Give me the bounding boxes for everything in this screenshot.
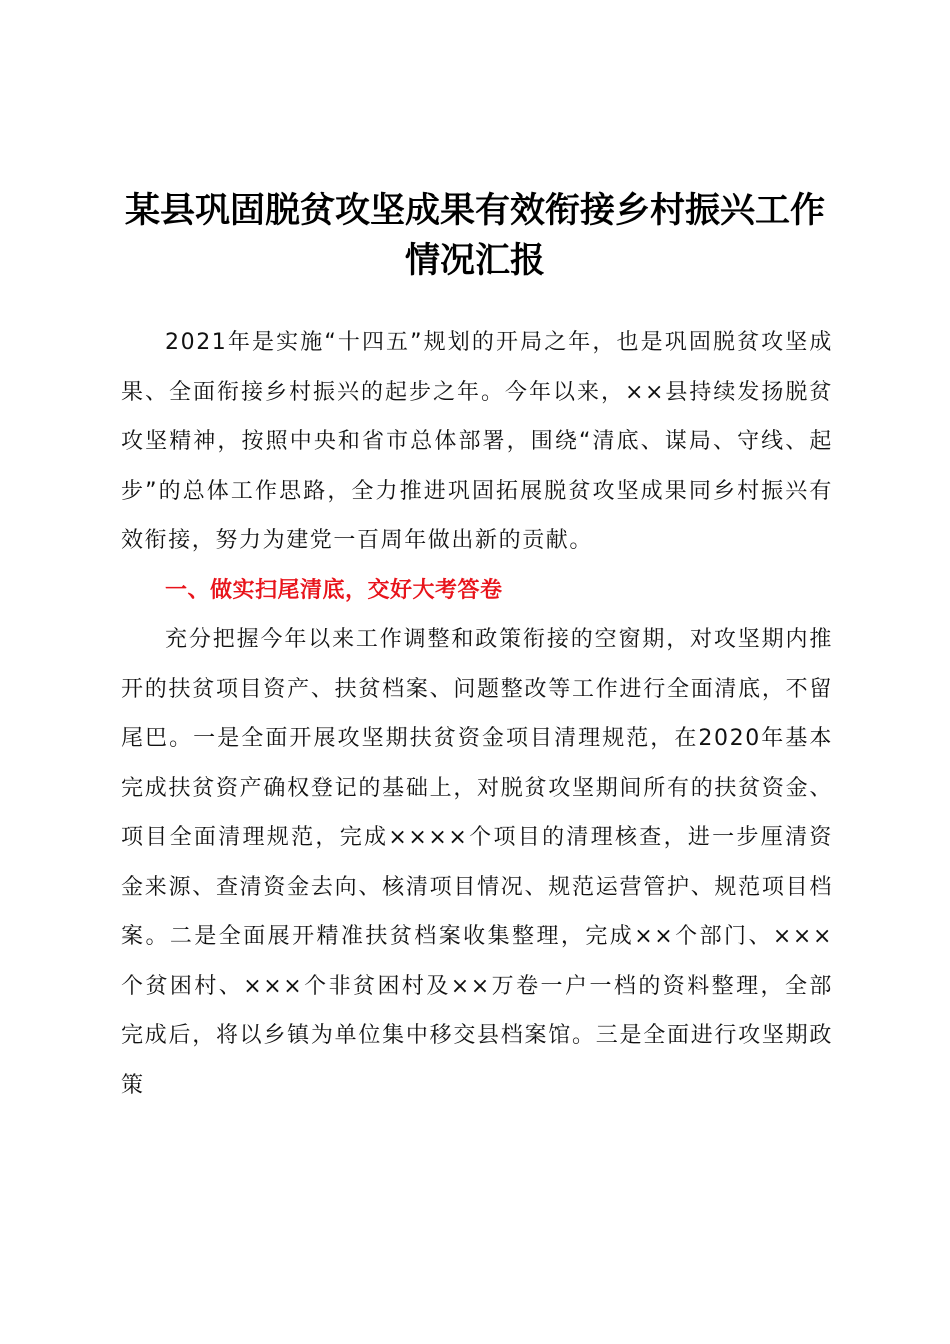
intro-paragraph: 2021年是实施“十四五”规划的开局之年，也是巩固脱贫攻坚成果、全面衔接乡村振兴的起步之年。今年以来，××县持续发扬脱贫攻坚精神，按照中央和省市总体部署，围绕“清底、谋局、守线、起步”的总体工作思路，全力推进巩固拓展脱贫攻坚成果同乡村振兴有效衔接，努力为建党一百周年做出新的贡献。 bbox=[121, 330, 833, 553]
document-body bbox=[121, 318, 833, 1110]
title-line-2: 情况汇报 bbox=[404, 240, 545, 281]
title-line-1: 某县巩固脱贫攻坚成果有效衔接乡村振兴工作 bbox=[124, 190, 825, 231]
document-title bbox=[110, 186, 840, 286]
section-1-paragraph: 充分把握今年以来工作调整和政策衔接的空窗期，对攻坚期内推开的扶贫项目资产、扶贫档案、问题整改等工作进行全面清底，不留尾巴。一是全面开展攻坚期扶贫资金项目清理规范，在2020年基本完成扶贫资产确权登记的基础上，对脱贫攻坚期间所有的扶贫资金、项目全面清理规范，完成××××个项目的清理核查，进一步厘清资金来源、查清资金去向、核清项目情况、规范运营管护、规范项目档案。二是全面展开精准扶贫档案收集整理，完成××个部门、×××个贫困村、×××个非贫困村及××万卷一户一档的资料整理，全部完成后，将以乡镇为单位集中移交县档案馆。三是全面进行攻坚期政策 bbox=[121, 627, 833, 1098]
section-heading-1: 一、做实扫尾清底，交好大考答卷 bbox=[165, 577, 503, 603]
